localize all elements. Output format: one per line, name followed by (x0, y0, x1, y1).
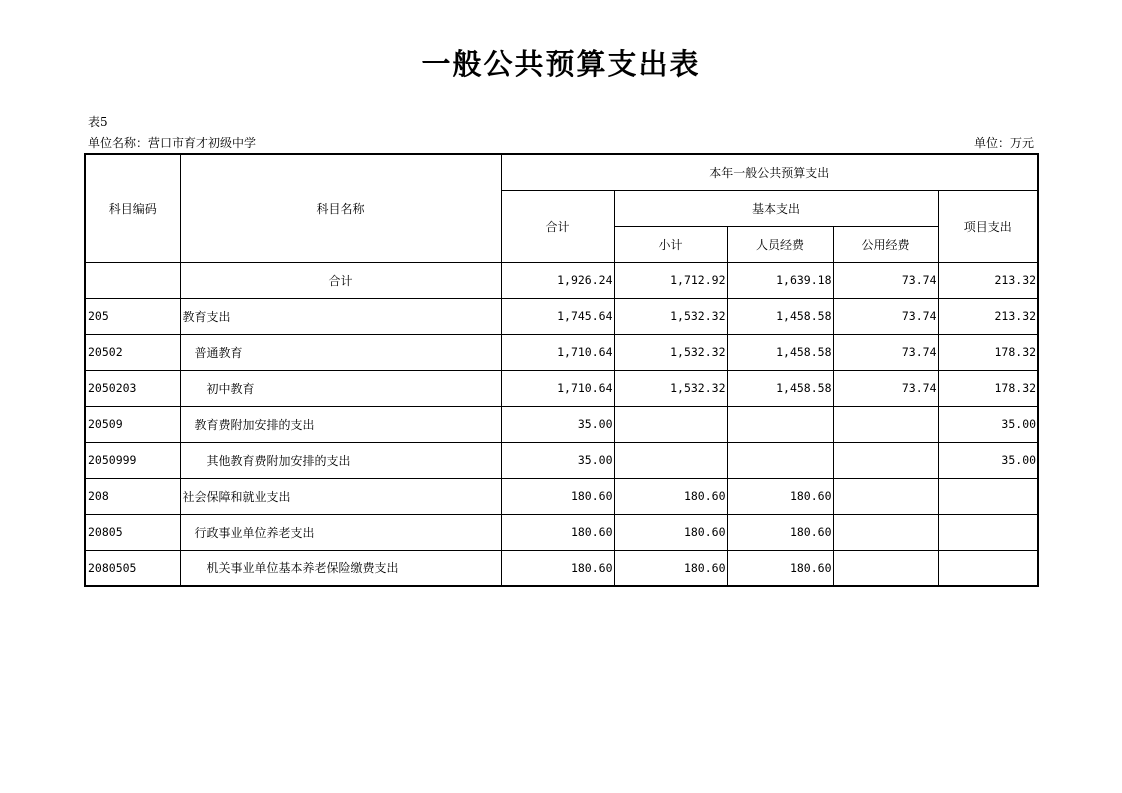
cell-personnel (727, 442, 833, 478)
cell-subtotal: 1,712.92 (614, 262, 727, 298)
cell-project: 178.32 (938, 370, 1038, 406)
cell-code: 205 (85, 298, 180, 334)
unit-name: 单位名称：营口市育才初级中学 (88, 136, 257, 150)
cell-name: 普通教育 (180, 334, 501, 370)
cell-code: 2050999 (85, 442, 180, 478)
cell-total: 1,926.24 (501, 262, 614, 298)
table-row (85, 442, 1038, 478)
cell-code: 208 (85, 478, 180, 514)
header-project: 项目支出 (938, 190, 1038, 262)
cell-public: 73.74 (833, 370, 938, 406)
cell-public (833, 514, 938, 550)
cell-personnel: 1,458.58 (727, 298, 833, 334)
cell-name: 初中教育 (180, 370, 501, 406)
cell-name: 合计 (180, 262, 501, 298)
header-subtotal: 小计 (614, 226, 727, 262)
cell-subtotal: 180.60 (614, 550, 727, 586)
cell-personnel: 180.60 (727, 478, 833, 514)
cell-personnel: 180.60 (727, 550, 833, 586)
header-current-year: 本年一般公共预算支出 (501, 154, 1038, 190)
cell-project (938, 550, 1038, 586)
cell-total: 180.60 (501, 514, 614, 550)
cell-total: 180.60 (501, 550, 614, 586)
table-row (85, 478, 1038, 514)
cell-personnel: 1,458.58 (727, 370, 833, 406)
header-name: 科目名称 (180, 154, 501, 262)
cell-subtotal: 180.60 (614, 514, 727, 550)
cell-subtotal (614, 406, 727, 442)
cell-name: 机关事业单位基本养老保险缴费支出 (180, 550, 501, 586)
header-total: 合计 (501, 190, 614, 262)
table-row (85, 550, 1038, 586)
budget-expenditure-table (84, 153, 1039, 587)
cell-total: 1,710.64 (501, 370, 614, 406)
cell-personnel: 1,639.18 (727, 262, 833, 298)
cell-public (833, 478, 938, 514)
cell-name: 其他教育费附加安排的支出 (180, 442, 501, 478)
cell-public (833, 442, 938, 478)
cell-project (938, 478, 1038, 514)
table-row (85, 514, 1038, 550)
cell-total: 35.00 (501, 442, 614, 478)
cell-public (833, 406, 938, 442)
cell-public (833, 550, 938, 586)
cell-code: 2050203 (85, 370, 180, 406)
cell-code: 2080505 (85, 550, 180, 586)
header-personnel: 人员经费 (727, 226, 833, 262)
cell-project: 213.32 (938, 298, 1038, 334)
table-row (85, 406, 1038, 442)
cell-code: 20502 (85, 334, 180, 370)
cell-public: 73.74 (833, 298, 938, 334)
cell-project: 213.32 (938, 262, 1038, 298)
cell-public: 73.74 (833, 262, 938, 298)
table-row (85, 370, 1038, 406)
header-public: 公用经费 (833, 226, 938, 262)
cell-total: 180.60 (501, 478, 614, 514)
cell-project (938, 514, 1038, 550)
cell-name: 社会保障和就业支出 (180, 478, 501, 514)
header-basic: 基本支出 (614, 190, 938, 226)
cell-personnel (727, 406, 833, 442)
cell-code: 20509 (85, 406, 180, 442)
cell-project: 178.32 (938, 334, 1038, 370)
cell-subtotal: 1,532.32 (614, 370, 727, 406)
cell-name: 教育支出 (180, 298, 501, 334)
cell-total: 35.00 (501, 406, 614, 442)
page-title: 一般公共预算支出表 (421, 47, 701, 81)
cell-public: 73.74 (833, 334, 938, 370)
cell-name: 教育费附加安排的支出 (180, 406, 501, 442)
cell-total: 1,745.64 (501, 298, 614, 334)
cell-subtotal (614, 442, 727, 478)
cell-subtotal: 180.60 (614, 478, 727, 514)
currency-unit: 单位：万元 (973, 136, 1034, 150)
cell-personnel: 180.60 (727, 514, 833, 550)
header-code: 科目编码 (85, 154, 180, 262)
table-row (85, 334, 1038, 370)
table-row (85, 298, 1038, 334)
cell-project: 35.00 (938, 442, 1038, 478)
cell-name: 行政事业单位养老支出 (180, 514, 501, 550)
cell-code: 20805 (85, 514, 180, 550)
cell-subtotal: 1,532.32 (614, 298, 727, 334)
table-row-total (85, 262, 1038, 298)
cell-total: 1,710.64 (501, 334, 614, 370)
cell-personnel: 1,458.58 (727, 334, 833, 370)
cell-code (85, 262, 180, 298)
cell-project: 35.00 (938, 406, 1038, 442)
table-number: 表5 (88, 115, 108, 129)
cell-subtotal: 1,532.32 (614, 334, 727, 370)
